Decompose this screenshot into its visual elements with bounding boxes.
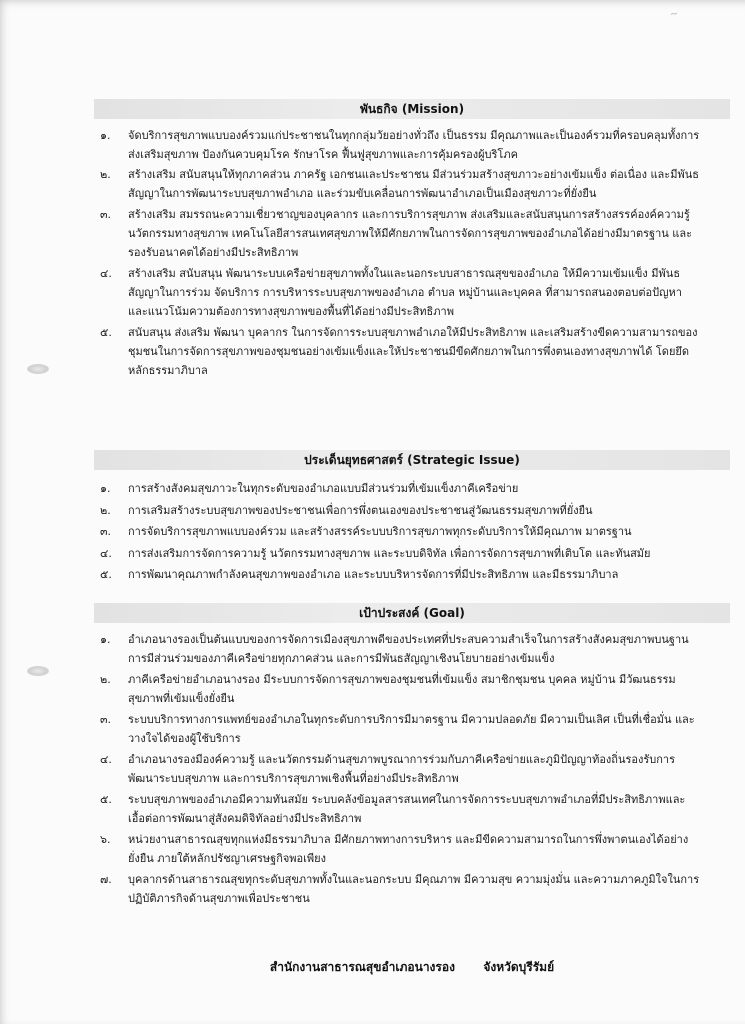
item-text: จัดบริการสุขภาพแบบองค์รวมแก่ประชาชนในทุกกลุ่มวัยอย่างทั่วถึง เป็นธรรม มีคุณภาพและเป็นองค์รวมที่ครอบคลุมทั้งการส่งเสริมสุขภาพ ป้องกันควบคุมโรค รักษาโรค ฟื้นฟูสุขภาพและการคุ้มครองผู้บริโภค [128, 129, 700, 161]
mission-item [100, 205, 700, 262]
item-text: การจัดบริการสุขภาพแบบองค์รวม และสร้างสรรค์ระบบบริการสุขภาพทุกระดับบริการให้มีคุณภาพ มาตรฐาน [128, 525, 632, 538]
item-number: ๕. [100, 793, 112, 806]
item-text: อำเภอนางรองมีองค์ความรู้ และนวัตกรรมด้านสุขภาพบูรณาการร่วมกับภาคีเครือข่ายและภูมิปัญญาท้องถิ่นรองรับการพัฒนาระบบสุขภาพ และการบริการสุขภาพเชิงพื้นที่อย่างมีประสิทธิภาพ [128, 753, 675, 785]
item-number: ๑. [100, 633, 111, 646]
mission-list [100, 126, 700, 380]
item-text: การส่งเสริมการจัดการความรู้ นวัตกรรมทางสุขภาพ และระบบดิจิทัล เพื่อการจัดการสุขภาพที่เติบโต และทันสมัย [128, 546, 651, 560]
item-number: ๖. [100, 833, 111, 846]
item-number: ๑. [100, 482, 111, 495]
mission-item [100, 165, 700, 203]
goal-item [100, 870, 700, 908]
strategic-item [100, 500, 700, 522]
item-text: สร้างเสริม สนับสนุน พัฒนาระบบเครือข่ายสุขภาพทั้งในและนอกระบบสาธารณสุขของอำเภอ ให้มีความเข้มแข็ง มีพันธสัญญาในการร่วม จัดบริการ การบริหารระบบสุขภาพของอำเภอ ตำบล หมู่บ้านและบุคคล ที่สามารถสนองตอบต่อปัญหาและแนวโน้มความต้องการทางสุขภาพของพื้นที่ได้อย่างมีประสิทธิภาพ [128, 267, 682, 318]
item-number: ๓. [100, 713, 112, 726]
corner-mark: ~ [669, 8, 679, 21]
item-number: ๗. [100, 873, 112, 886]
strategic-list [100, 478, 700, 586]
strategic-heading: ประเด็นยุทธศาสตร์ (Strategic Issue) [304, 453, 520, 467]
strategic-item [100, 478, 700, 500]
item-number: ๓. [100, 525, 112, 538]
item-number: ๔. [100, 546, 112, 560]
punch-hole-bottom [27, 666, 49, 676]
item-text: การสร้างสังคมสุขภาวะในทุกระดับของอำเภอแบบมีส่วนร่วมที่เข้มแข็งภาคีเครือข่าย [128, 482, 519, 495]
item-number: ๔. [100, 753, 112, 766]
goal-item [100, 670, 700, 708]
item-text: ระบบสุขภาพของอำเภอมีความทันสมัย ระบบคลังข้อมูลสารสนเทศในการจัดการระบบสุขภาพอำเภอที่มีประสิทธิภาพและเอื้อต่อการพัฒนาสู่สังคมดิจิทัลอย่างมีประสิทธิภาพ [128, 793, 686, 825]
mission-item [100, 323, 700, 380]
strategic-item [100, 521, 700, 543]
item-number: ๓. [100, 208, 112, 221]
item-text: การพัฒนาคุณภาพกำลังคนสุขภาพของอำเภอ และระบบบริหารจัดการที่มีประสิทธิภาพ และมีธรรมาภิบาล [128, 568, 619, 581]
item-text: อำเภอนางรองเป็นต้นแบบของการจัดการเมืองสุขภาพดีของประเทศที่ประสบความสำเร็จในการสร้างสังคมสุขภาพบนฐานการมีส่วนร่วมของภาคีเครือข่ายทุกภาคส่วน และการมีพันธสัญญาเชิงนโยบายอย่างเข้มแข็ง [128, 633, 689, 665]
goal-item [100, 630, 700, 668]
goal-item [100, 750, 700, 788]
item-text: สร้างเสริม สนับสนุนให้ทุกภาคส่วน ภาครัฐ เอกชนและประชาชน มีส่วนร่วมสร้างสุขภาวะอย่างเข้มแข็ง ต่อเนื่อง และมีพันธสัญญาในการพัฒนาระบบสุขภาพอำเภอ และร่วมขับเคลื่อนการพัฒนาอำเภอเป็นเมืองสุขภาวะที่ยั่งยืน [128, 168, 699, 200]
footer-province: จังหวัดบุรีรัมย์ [483, 960, 555, 974]
goal-heading: เป้าประสงค์ (Goal) [359, 606, 465, 620]
goal-list [100, 630, 700, 908]
goal-item [100, 790, 700, 828]
item-number: ๒. [100, 168, 111, 181]
item-text: ระบบบริการทางการแพทย์ของอำเภอในทุกระดับการบริการมีมาตรฐาน มีความปลอดภัย มีความเป็นเลิศ เป็นที่เชื่อมั่น และวางใจได้ของผู้ใช้บริการ [128, 713, 695, 745]
item-text: การเสริมสร้างระบบสุขภาพของประชาชนเพื่อการพึ่งตนเองของประชาชนสู่วัฒนธรรมสุขภาพที่ยั่งยืน [128, 503, 593, 517]
item-number: ๒. [100, 503, 111, 517]
item-text: ภาคีเครือข่ายอำเภอนางรอง มีระบบการจัดการสุขภาพของชุมชนที่เข้มแข็ง สมาชิกชุมชน บุคคล หมู่บ้าน มีวัฒนธรรมสุขภาพที่เข้มแข็งยั่งยืน [128, 673, 676, 705]
item-number: ๒. [100, 673, 111, 686]
item-number: ๕. [100, 568, 112, 581]
item-text: บุคลากรด้านสาธารณสุขทุกระดับสุขภาพทั้งในและนอกระบบ มีคุณภาพ มีความสุข ความมุ่งมั่น และความภาคภูมิใจในการปฏิบัติภารกิจด้านสุขภาพเพื่อประชาชน [128, 873, 700, 905]
goal-item [100, 710, 700, 748]
mission-item [100, 126, 700, 164]
item-text: หน่วยงานสาธารณสุขทุกแห่งมีธรรมาภิบาล มีศักยภาพทางการบริหาร และมีขีดความสามารถในการพึ่งพาตนเองได้อย่างยั่งยืน ภายใต้หลักปรัชญาเศรษฐกิจพอเพียง [128, 833, 689, 865]
mission-item [100, 264, 700, 321]
strategic-item [100, 564, 700, 586]
item-number: ๑. [100, 129, 111, 142]
goal-item [100, 830, 700, 868]
mission-heading: พันธกิจ (Mission) [359, 102, 465, 116]
item-number: ๕. [100, 326, 112, 339]
footer-signature-line [94, 958, 730, 977]
strategic-item [100, 543, 700, 565]
item-number: ๔. [100, 267, 112, 280]
item-text: สร้างเสริม สมรรถนะความเชี่ยวชาญของบุคลากร และการบริการสุขภาพ ส่งเสริมและสนับสนุนการสร้างสรรค์องค์ความรู้ นวัตกรรมทางสุขภาพ เทคโนโลยีสารสนเทศสุขภาพให้มีศักยภาพในการจัดการสุขภาพของอำเภอได้อย่างมีมาตรฐาน และรองรับอนาคตได้อย่างมีประสิทธิภาพ [128, 208, 693, 259]
footer-organization: สำนักงานสาธารณสุขอำเภอนางรอง [269, 960, 455, 974]
punch-hole-top [27, 364, 49, 374]
item-text: สนับสนุน ส่งเสริม พัฒนา บุคลากร ในการจัดการระบบสุขภาพอำเภอให้มีประสิทธิภาพ และเสริมสร้างขีดความสามารถของชุมชนในการจัดการสุขภาพของชุมชนอย่างเข้มแข็งและให้ประชาชนมีขีดศักยภาพในการพึ่งตนเองทางสุขภาพได้ โดยยึดหลักธรรมาภิบาล [128, 326, 698, 377]
